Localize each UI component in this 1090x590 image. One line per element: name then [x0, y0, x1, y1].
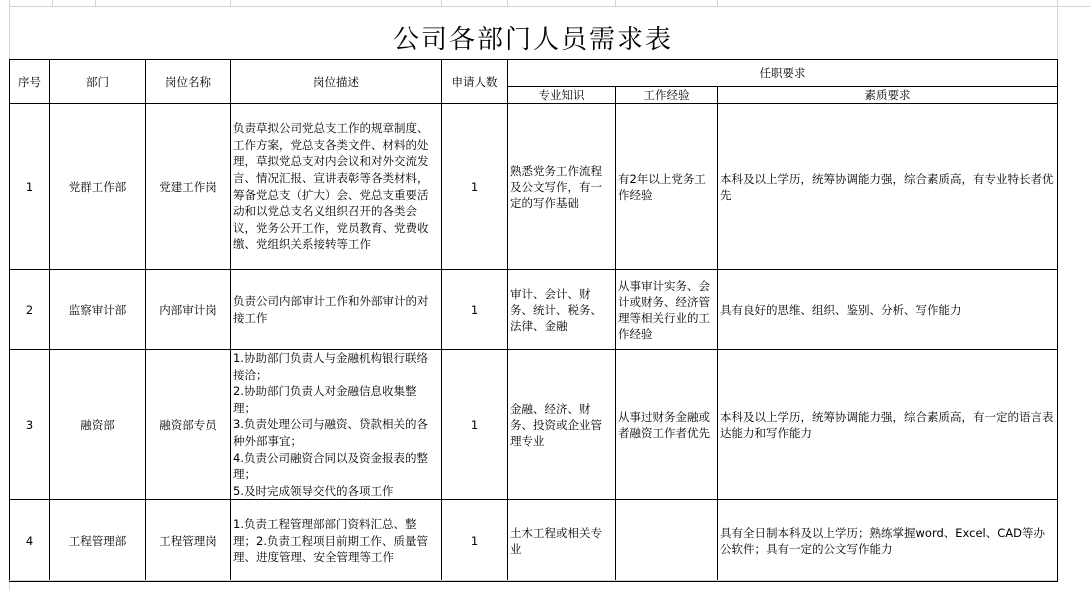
desc-cell[interactable]: [231, 270, 442, 350]
desc-line: 3.负责处理公司与融资、贷款相关的各种外部事宜；: [233, 417, 428, 448]
quality-cell[interactable]: 具有良好的思维、组织、鉴别、分析、写作能力: [718, 270, 1058, 350]
knowledge-cell[interactable]: 金融、经济、财务、投资或企业管理专业: [508, 350, 616, 500]
title-cell[interactable]: [9, 7, 1058, 58]
dept-cell[interactable]: 监察审计部: [50, 270, 146, 350]
table-row: [10, 500, 1058, 582]
header-requirements[interactable]: 任职要求: [508, 60, 1058, 87]
table-row: [10, 104, 1058, 270]
desc-line: 负责公司内部审计工作和外部审计的对接工作: [233, 293, 429, 325]
knowledge-cell[interactable]: 熟悉党务工作流程及公文写作，有一定的写作基础: [508, 104, 616, 270]
desc-cell[interactable]: [231, 104, 442, 270]
quality-cell[interactable]: 本科及以上学历，统筹协调能力强，综合素质高，有专业特长者优先: [718, 104, 1058, 270]
header-dept[interactable]: 部门: [50, 60, 146, 104]
seq-cell[interactable]: 4: [10, 500, 50, 582]
header-experience[interactable]: 工作经验: [616, 87, 718, 104]
header-seq[interactable]: 序号: [10, 60, 50, 104]
table-row: [10, 270, 1058, 350]
experience-cell[interactable]: 从事审计实务、会计或财务、经济管理等相关行业的工作经验: [616, 270, 718, 350]
count-cell[interactable]: 1: [442, 104, 508, 270]
desc-line: 1.协助部门负责人与金融机构银行联络接洽；: [233, 351, 428, 382]
desc-cell[interactable]: [231, 500, 442, 582]
desc-line: 1.负责工程管理部部门资料汇总、整理；2.负责工程项目前期工作、质量管理、进度管理、安全管理等工作: [233, 516, 428, 565]
position-cell[interactable]: 工程管理岗: [146, 500, 231, 582]
header-count[interactable]: 申请人数: [442, 60, 508, 104]
dept-cell[interactable]: 党群工作部: [50, 104, 146, 270]
grid-line: [9, 580, 1057, 582]
quality-cell[interactable]: 本科及以上学历，统筹协调能力强，综合素质高，有一定的语言表达能力和写作能力: [718, 350, 1058, 500]
desc-line: 2.协助部门负责人对金融信息收集整理；: [233, 384, 417, 415]
sheet-title: 公司各部门人员需求表: [392, 25, 673, 55]
desc-cell[interactable]: [231, 350, 442, 500]
count-cell[interactable]: 1: [442, 350, 508, 500]
seq-cell[interactable]: 3: [10, 350, 50, 500]
position-cell[interactable]: 融资部专员: [146, 350, 231, 500]
knowledge-cell[interactable]: 审计、会计、财务、统计、税务、法律、金融: [508, 270, 616, 350]
header-row: [10, 60, 1058, 87]
header-position[interactable]: 岗位名称: [146, 60, 231, 104]
experience-cell[interactable]: 有2年以上党务工作经验: [616, 104, 718, 270]
header-quality[interactable]: 素质要求: [718, 87, 1058, 104]
seq-cell[interactable]: 2: [10, 270, 50, 350]
position-cell[interactable]: 内部审计岗: [146, 270, 231, 350]
count-cell[interactable]: 1: [442, 270, 508, 350]
desc-line: 负责草拟公司党总支工作的规章制度、工作方案，党总支各类文件、材料的处理，草拟党总支对内会议和对外交流发言、情况汇报、宣讲表彰等各类材料，筹备党总支（扩大）会、党总支重要活动和以党总支名义组织召开的各类会议，党务公开工作，党员教育、党费收缴、党组织关系接转等工作: [233, 121, 429, 252]
requirements-table: [9, 59, 1058, 582]
knowledge-cell[interactable]: 土木工程或相关专业: [508, 500, 616, 582]
dept-cell[interactable]: 融资部: [50, 350, 146, 500]
position-cell[interactable]: 党建工作岗: [146, 104, 231, 270]
desc-line: 5.及时完成领导交代的各项工作: [233, 483, 394, 498]
column-header-strip: [0, 0, 1090, 7]
table-row: [10, 350, 1058, 500]
seq-cell[interactable]: 1: [10, 104, 50, 270]
count-cell[interactable]: 1: [442, 500, 508, 582]
desc-line: 4.负责公司融资合同以及资金报表的整理；: [233, 450, 428, 482]
header-desc[interactable]: 岗位描述: [231, 60, 442, 104]
quality-cell[interactable]: 具有全日制本科及以上学历；熟练掌握word、Excel、CAD等办公软件；具有一定的公文写作能力: [718, 500, 1058, 582]
dept-cell[interactable]: 工程管理部: [50, 500, 146, 582]
experience-cell[interactable]: [616, 500, 718, 582]
header-knowledge[interactable]: 专业知识: [508, 87, 616, 104]
experience-cell[interactable]: 从事过财务金融或者融资工作者优先: [616, 350, 718, 500]
